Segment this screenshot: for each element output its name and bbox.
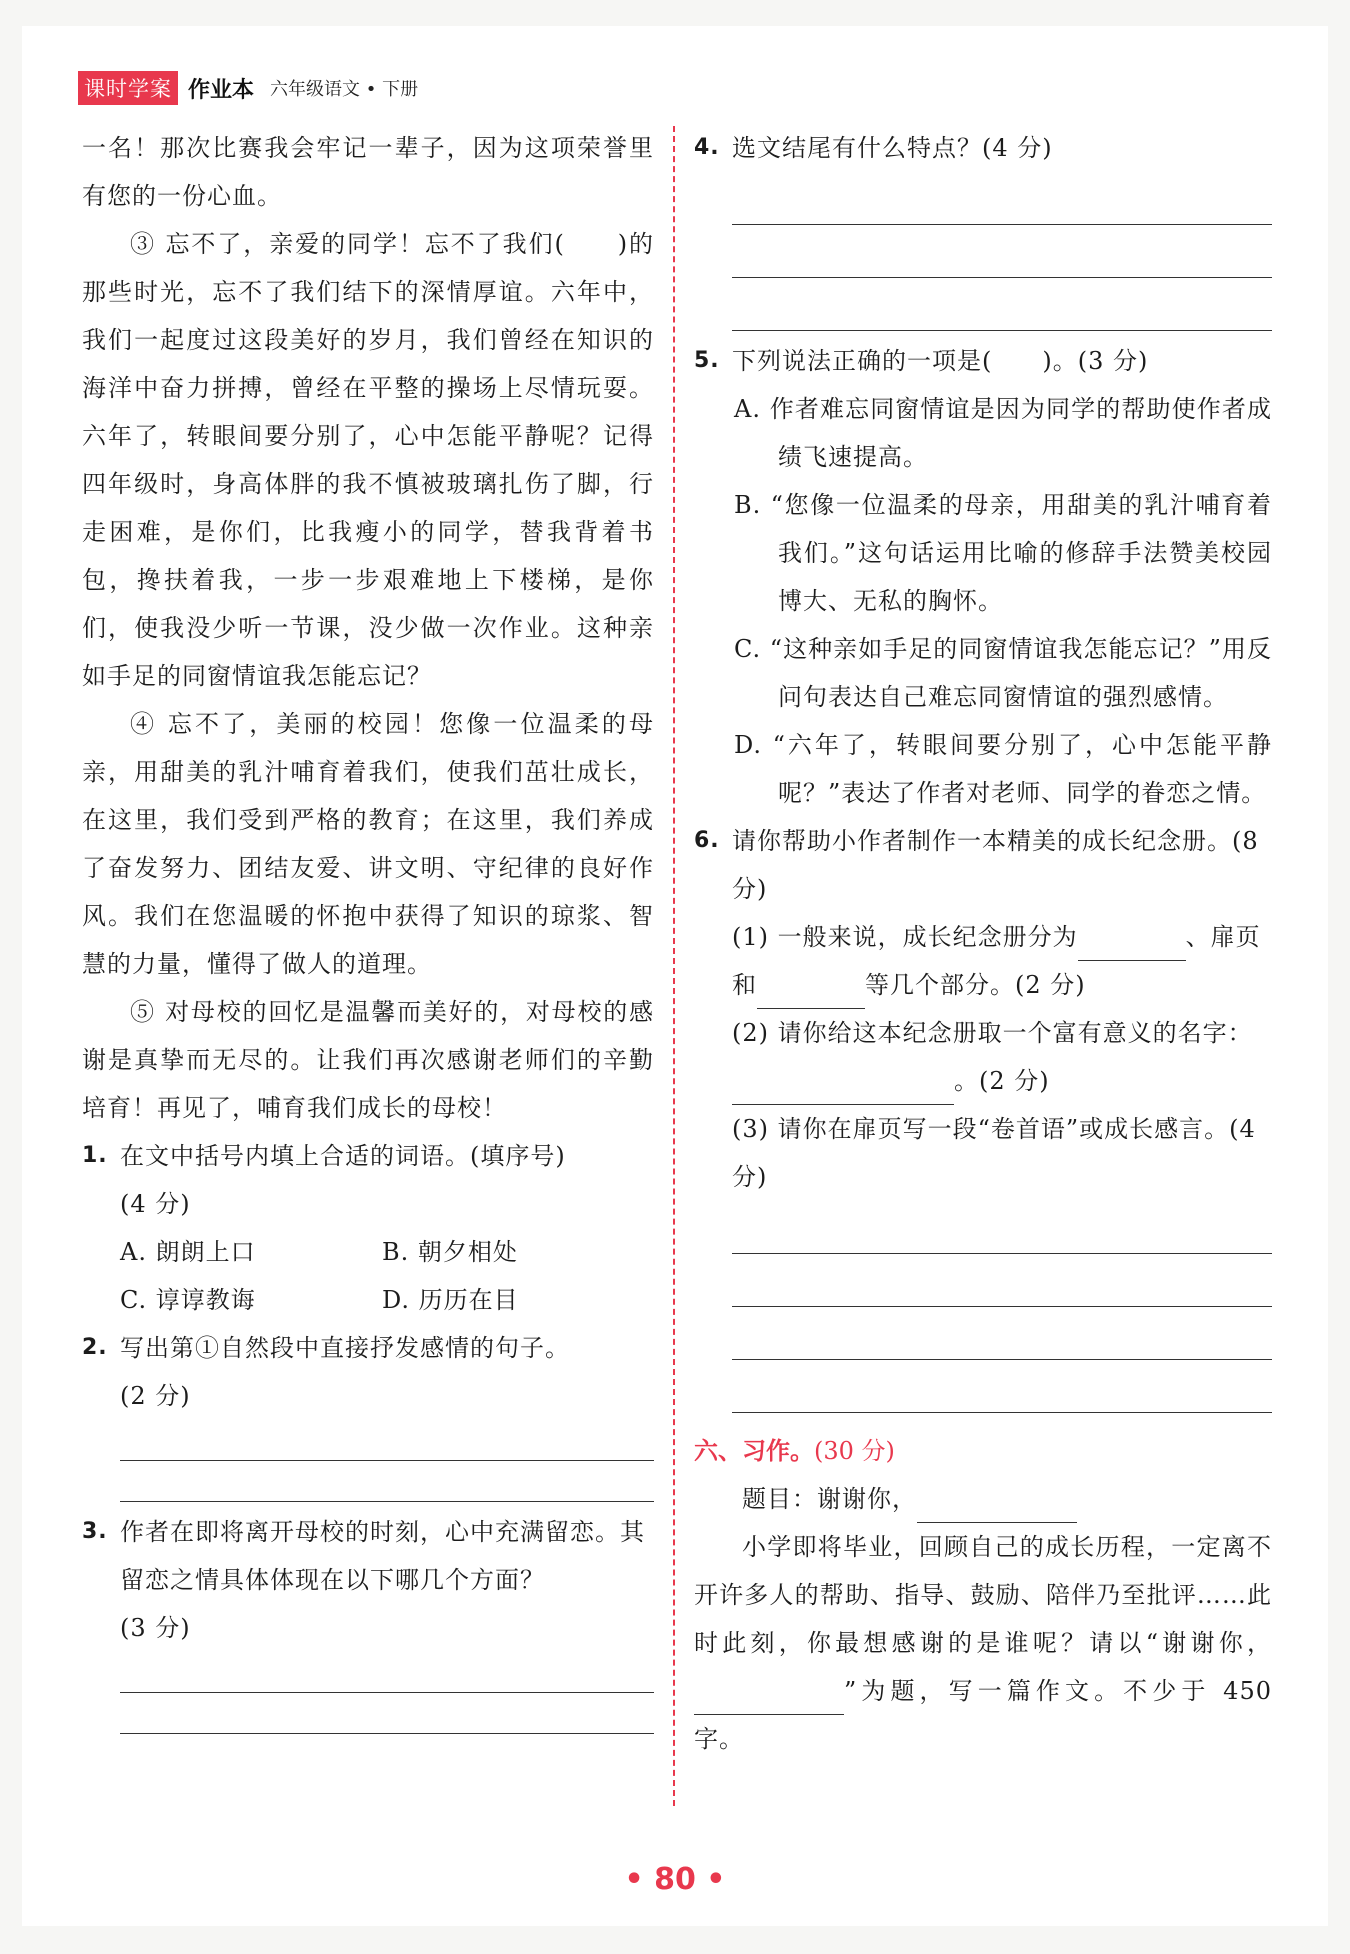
composition-score: (30 分) (814, 1437, 895, 1465)
series-title: 作业本 (188, 77, 255, 103)
part-text: 、扉页和 (732, 923, 1261, 999)
answer-line[interactable] (120, 1693, 654, 1734)
question-6-part-3: (3) 请你在扉页写一段“卷首语”或成长感言。(4 分) (732, 1115, 1256, 1191)
fill-blank[interactable] (732, 1074, 954, 1105)
fill-blank[interactable] (694, 1684, 844, 1715)
column-divider (673, 126, 675, 1806)
question-text: 写出第①自然段中直接抒发感情的句子。 (120, 1334, 570, 1362)
option-a[interactable]: A. 朗朗上口 (120, 1238, 256, 1266)
fill-blank[interactable] (1078, 930, 1186, 961)
right-column (694, 124, 1272, 1763)
question-text: 选文结尾有什么特点？(4 分) (732, 134, 1053, 162)
question-number: 3. (82, 1519, 108, 1544)
part-text: (1) 一般来说，成长纪念册分为 (732, 923, 1078, 951)
question-1-options (82, 1228, 654, 1324)
answer-line[interactable] (732, 1360, 1272, 1413)
option-c[interactable]: C. 谆谆教诲 (120, 1286, 256, 1314)
answer-line[interactable] (732, 225, 1272, 278)
passage-paragraph-4: ④ 忘不了，美丽的校园！您像一位温柔的母亲，用甜美的乳汁哺育着我们，使我们茁壮成长，在这里，我们受到严格的教育；在这里，我们养成了奋发努力、团结友爱、讲文明、守纪律的良好作风。我们在您温暖的怀抱中获得了知识的琼浆、智慧的力量，懂得了做人的道理。 (82, 710, 654, 978)
answer-line[interactable] (732, 1201, 1272, 1254)
question-score: (4 分) (120, 1190, 191, 1218)
answer-line[interactable] (732, 1254, 1272, 1307)
question-6-part-1 (694, 913, 1272, 1009)
question-number: 2. (82, 1335, 108, 1360)
composition-heading (694, 1427, 1272, 1475)
question-number: 4. (694, 135, 720, 160)
subject-label: 六年级语文 • 下册 (270, 79, 419, 100)
passage-paragraph-3: ③ 忘不了，亲爱的同学！忘不了我们( )的那些时光，忘不了我们结下的深情厚谊。六年中，我们一起度过这段美好的岁月，我们曾经在知识的海洋中奋力拼搏，曾经在平整的操场上尽情玩耍。六年了，转眼间要分别了，心中怎能平静呢？记得四年级时，身高体胖的我不慎被玻璃扎伤了脚，行走困难，是你们，比我瘦小的同学，替我背着书包，搀扶着我，一步一步艰难地上下楼梯，是你们，使我没少听一节课，没少做一次作业。这种亲如手足的同窗情谊我怎能忘记？ (82, 230, 654, 690)
option-b[interactable]: B. 朝夕相处 (382, 1238, 518, 1266)
left-column (82, 124, 654, 1734)
part-text: (2) 请你给这本纪念册取一个富有意义的名字： (732, 1019, 1253, 1047)
composition-title: 六、习作。 (694, 1437, 814, 1465)
question-3 (82, 1508, 654, 1604)
answer-line[interactable] (120, 1652, 654, 1693)
topic-prefix: 题目：谢谢你， (742, 1485, 917, 1513)
option-b[interactable]: B. “您像一位温柔的母亲，用甜美的乳汁哺育着我们。”这句话运用比喻的修辞手法赞美校园博大、无私的胸怀。 (734, 491, 1272, 615)
question-number: 1. (82, 1143, 108, 1168)
fill-blank[interactable] (917, 1492, 1077, 1523)
instruction-text: ”为题，写一篇作文。不少于 450 字。 (694, 1677, 1272, 1753)
question-number: 5. (694, 348, 720, 373)
answer-line[interactable] (732, 172, 1272, 225)
part-text: 。(2 分) (954, 1067, 1050, 1095)
instruction-text: 小学即将毕业，回顾自己的成长历程，一定离不开许多人的帮助、指导、鼓励、陪伴乃至批评……此时此刻，你最想感谢的是谁呢？请以“谢谢你， (694, 1533, 1272, 1657)
composition-instructions (694, 1523, 1272, 1763)
fill-blank[interactable] (757, 978, 865, 1009)
question-text: 请你帮助小作者制作一本精美的成长纪念册。(8 分) (732, 827, 1259, 903)
question-score: (3 分) (120, 1614, 191, 1642)
option-d[interactable]: D. “六年了，转眼间要分别了，心中怎能平静呢？”表达了作者对老师、同学的眷恋之情。 (734, 731, 1272, 807)
brand-logo: 课时学案 (78, 71, 178, 105)
passage-paragraph-continued: 一名！那次比赛我会牢记一辈子，因为这项荣誉里有您的一份心血。 (82, 134, 654, 210)
option-c[interactable]: C. “这种亲如手足的同窗情谊我怎能忘记？”用反问句表达自己难忘同窗情谊的强烈感情。 (734, 635, 1272, 711)
question-5 (694, 337, 1272, 385)
composition-topic (694, 1475, 1272, 1523)
question-text: 在文中括号内填上合适的词语。(填序号) (120, 1142, 566, 1170)
question-2 (82, 1324, 654, 1372)
page-header (78, 70, 418, 106)
question-text: 下列说法正确的一项是( )。(3 分) (732, 347, 1149, 375)
question-number: 6. (694, 828, 720, 853)
question-4 (694, 124, 1272, 172)
question-1 (82, 1132, 654, 1180)
answer-line[interactable] (732, 1307, 1272, 1360)
answer-line[interactable] (120, 1420, 654, 1461)
question-text: 作者在即将离开母校的时刻，心中充满留恋。其留恋之情具体体现在以下哪几个方面？ (120, 1518, 645, 1594)
passage-paragraph-5: ⑤ 对母校的回忆是温馨而美好的，对母校的感谢是真挚而无尽的。让我们再次感谢老师们的辛勤培育！再见了，哺育我们成长的母校！ (82, 998, 654, 1122)
option-a[interactable]: A. 作者难忘同窗情谊是因为同学的帮助使作者成绩飞速提高。 (734, 395, 1272, 471)
question-6 (694, 817, 1272, 913)
question-6-part-2 (694, 1009, 1272, 1105)
answer-line[interactable] (732, 278, 1272, 331)
page-number: • 80 • (624, 1862, 726, 1897)
part-text: 等几个部分。(2 分) (865, 971, 1086, 999)
question-score: (2 分) (120, 1382, 191, 1410)
answer-line[interactable] (120, 1461, 654, 1502)
option-d[interactable]: D. 历历在目 (382, 1286, 519, 1314)
